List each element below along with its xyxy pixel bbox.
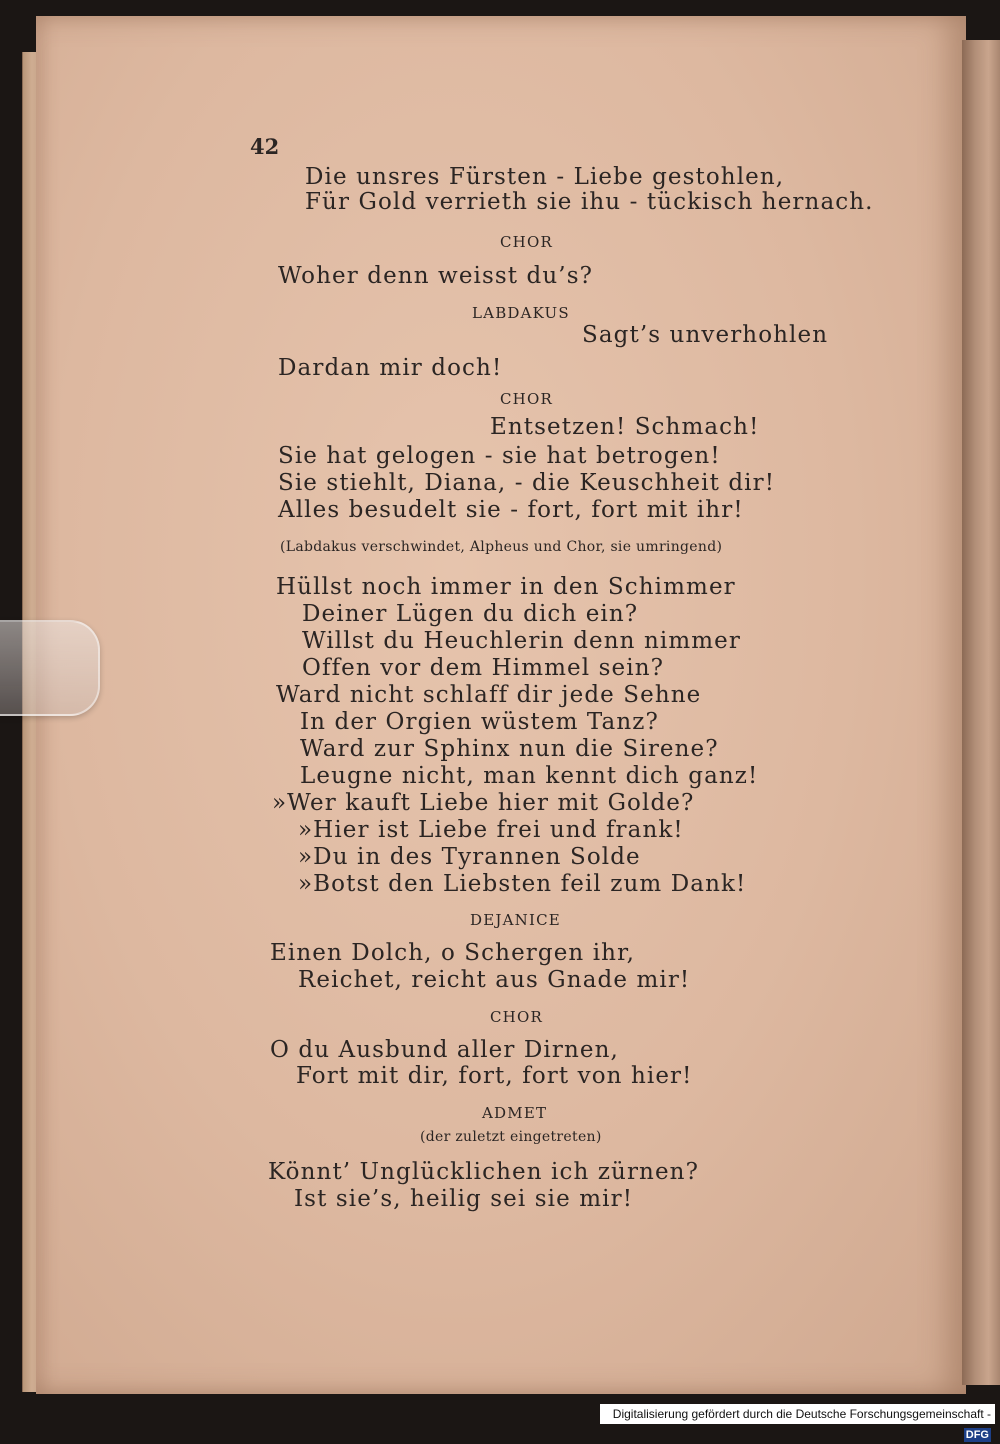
bookmark-clip	[0, 620, 100, 716]
verse-line: Könnt’ Unglücklichen ich zürnen?	[268, 1159, 700, 1185]
stage-direction: (Labdakus verschwindet, Alpheus und Chor, sie umringend)	[280, 539, 723, 555]
verse-line: Woher denn weisst du’s?	[278, 263, 594, 289]
verse-line: Alles besudelt sie - fort, fort mit ihr!	[278, 497, 744, 523]
verse-line: Reichet, reicht aus Gnade mir!	[298, 967, 691, 993]
stage-direction: (der zuletzt eingetreten)	[420, 1129, 602, 1145]
verse-line: O du Ausbund aller Dirnen,	[270, 1037, 619, 1063]
page-number: 42	[250, 134, 280, 159]
verse-line: Ward nicht schlaff dir jede Sehne	[276, 682, 702, 708]
verse-line: Die unsres Fürsten - Liebe gestohlen,	[305, 164, 785, 190]
verse-line: Ist sie’s, heilig sei sie mir!	[294, 1186, 634, 1212]
verse-line: Leugne nicht, man kennt dich ganz!	[300, 763, 759, 789]
verse-line: Sie hat gelogen - sie hat betrogen!	[278, 443, 721, 469]
verse-line: Dardan mir doch!	[278, 355, 503, 381]
verse-line: Einen Dolch, o Schergen ihr,	[270, 940, 636, 966]
verse-line: Hüllst noch immer in den Schimmer	[276, 574, 736, 600]
verse-line: Ward zur Sphinx nun die Sirene?	[300, 736, 719, 762]
verse-line: Sie stiehlt, Diana, - die Keuschheit dir!	[278, 470, 776, 496]
dfg-logo: DFG	[965, 1429, 989, 1441]
speaker-name: DEJANICE	[470, 911, 561, 929]
speaker-name: CHOR	[490, 1008, 543, 1026]
speaker-name: ADMET	[482, 1104, 548, 1122]
verse-line: Für Gold verrieth sie ihu - tückisch hernach.	[305, 189, 874, 215]
speaker-name: CHOR	[500, 233, 553, 251]
verse-line: Sagt’s unverhohlen	[582, 322, 829, 348]
speaker-name: CHOR	[500, 390, 553, 408]
verse-line: Deiner Lügen du dich ein?	[302, 601, 639, 627]
credit-text: Digitalisierung gefördert durch die Deutsche Forschungsgemeinschaft -	[612, 1407, 991, 1421]
verse-line: »Hier ist Liebe frei und frank!	[298, 817, 684, 843]
verse-line: Fort mit dir, fort, fort von hier!	[296, 1063, 693, 1089]
verse-line: Willst du Heuchlerin denn nimmer	[302, 628, 741, 654]
speaker-name: LABDAKUS	[472, 304, 570, 322]
verse-line: Entsetzen! Schmach!	[490, 414, 760, 440]
verse-line: Offen vor dem Himmel sein?	[302, 655, 665, 681]
right-page-edge	[962, 40, 1000, 1385]
verse-line: »Botst den Liebsten feil zum Dank!	[298, 871, 747, 897]
verse-line: »Du in des Tyrannen Solde	[298, 844, 641, 870]
verse-line: In der Orgien wüstem Tanz?	[300, 709, 659, 735]
verse-line: »Wer kauft Liebe hier mit Golde?	[272, 790, 695, 816]
digitization-credit	[600, 1404, 995, 1441]
